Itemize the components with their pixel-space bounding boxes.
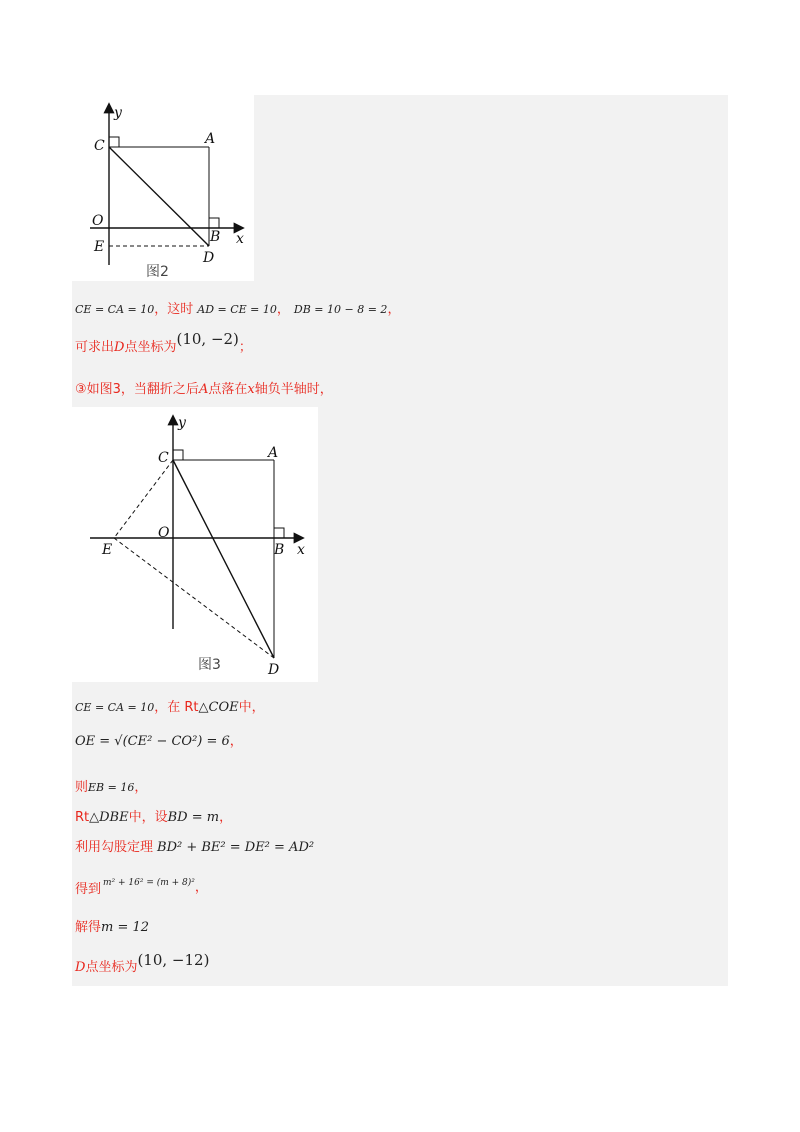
figure-2 (72, 95, 254, 281)
line-4 (75, 696, 265, 715)
text: 中， (238, 700, 265, 715)
coord-d-fig3: (10, −12) (137, 951, 210, 969)
text: ，这时 (154, 302, 194, 317)
text: 可求出 (75, 340, 115, 355)
label-o: O (92, 213, 104, 229)
label-a: A (268, 445, 279, 461)
line-8 (75, 836, 314, 855)
var-x: x (247, 382, 255, 397)
label-d: D (203, 250, 215, 266)
segment-cd (109, 147, 209, 246)
line-7 (75, 806, 232, 825)
triangle-coe: △COE (198, 700, 239, 715)
eq-ce-ca: CE = CA = 10 (75, 303, 155, 316)
label-e: E (102, 542, 113, 558)
label-x: x (236, 231, 244, 247)
text: ， (134, 780, 148, 795)
var-d: D (114, 340, 125, 355)
line-10 (75, 916, 149, 935)
line-11 (75, 951, 210, 975)
line-6 (75, 776, 147, 795)
text: ， (219, 810, 233, 825)
figure-3-caption: 图3 (198, 657, 221, 673)
coord-d-fig2: (10, −2) (176, 330, 239, 348)
label-c: C (94, 138, 105, 154)
text: ； (238, 340, 252, 355)
right-angle-b (274, 528, 284, 538)
eq-bd-m: BD = m (167, 810, 220, 825)
right-angle-b (209, 218, 219, 228)
figure-2-caption: 图2 (146, 264, 169, 280)
right-angle-c (109, 137, 119, 147)
text: 点坐标为 (124, 340, 177, 355)
text: 则 (75, 780, 89, 795)
text: ， (194, 880, 208, 895)
text: ，在 Rt (154, 700, 199, 715)
label-d: D (268, 662, 280, 678)
text: 中，设 (128, 810, 168, 825)
figure-2-diagram (72, 95, 254, 281)
label-x: x (297, 542, 305, 558)
label-y: y (114, 105, 122, 121)
eq-ad-ce: AD = CE = 10 (197, 303, 277, 316)
text: Rt (75, 810, 90, 825)
triangle-dbe: △DBE (89, 810, 129, 825)
label-b: B (210, 229, 221, 245)
eq-m: m² + 16² = (m + 8)² (103, 878, 195, 888)
line-5 (75, 730, 243, 749)
text: 点坐标为 (85, 960, 138, 975)
eq-oe: OE = √(CE² − CO²) = 6 (75, 734, 230, 749)
eq-ce-ca-2: CE = CA = 10 (75, 701, 155, 714)
figure-3-diagram (72, 407, 318, 682)
label-y: y (178, 415, 186, 431)
line-9 (75, 870, 208, 897)
line-1 (75, 298, 400, 317)
text: ， (276, 302, 290, 317)
label-o: O (158, 525, 170, 541)
eq-m-12: m = 12 (101, 920, 150, 935)
text: 得到 (75, 882, 102, 897)
text: 解得 (75, 920, 102, 935)
line-3 (75, 378, 333, 397)
segment-ed (114, 538, 274, 658)
text: ， (387, 302, 401, 317)
eq-pythagoras: BD² + BE² = DE² = AD² (157, 840, 315, 855)
label-e: E (94, 239, 105, 255)
figure-3 (72, 407, 318, 682)
text: ③如图3，当翻折之后 (75, 382, 199, 397)
segment-cd (173, 460, 274, 658)
label-c: C (158, 450, 169, 466)
text: 点落在 (208, 382, 248, 397)
var-d: D (75, 960, 86, 975)
label-b: B (274, 542, 285, 558)
right-angle-c (173, 450, 183, 460)
text: 利用勾股定理 (75, 840, 154, 855)
eq-eb: EB = 16 (88, 781, 135, 794)
label-a: A (205, 131, 216, 147)
text: ， (229, 734, 243, 749)
line-2 (75, 330, 252, 355)
var-a: A (198, 382, 209, 397)
eq-db: DB = 10 − 8 = 2 (293, 303, 388, 316)
text: 轴负半轴时， (254, 382, 333, 397)
